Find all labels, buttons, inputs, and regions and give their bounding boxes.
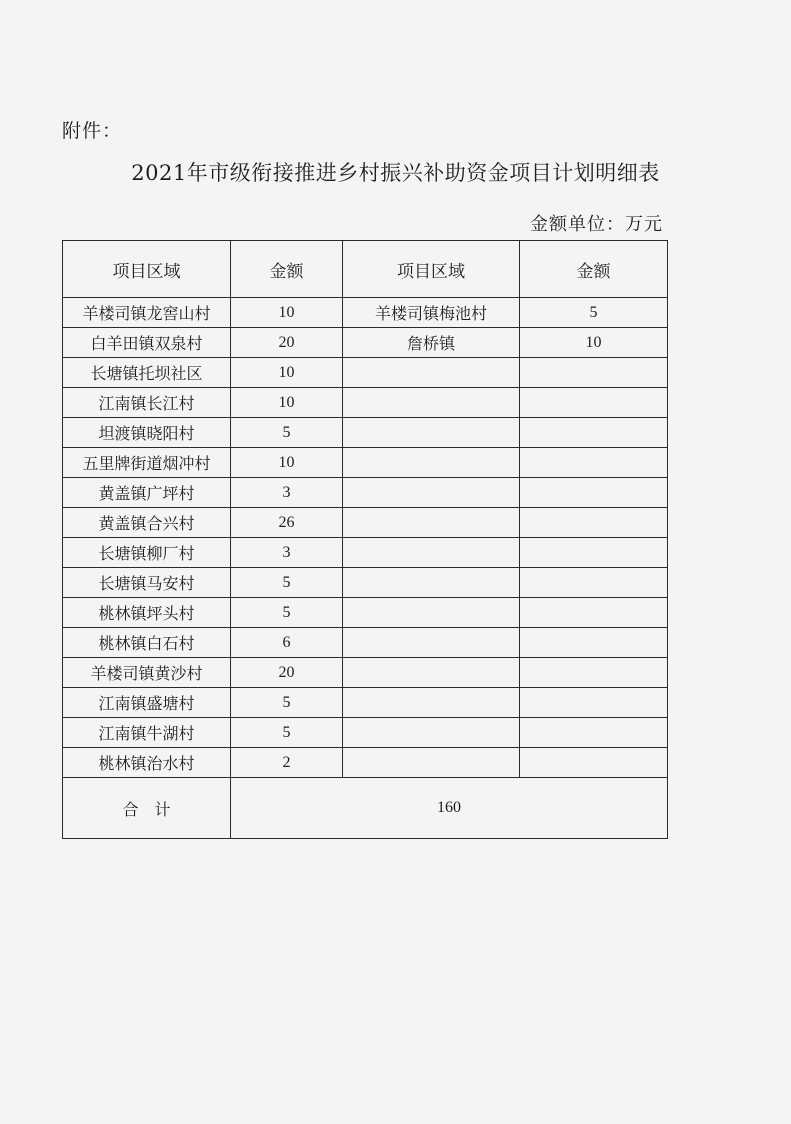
page-title: 2021年市级衔接推进乡村振兴补助资金项目计划明细表 — [131, 161, 660, 185]
area-cell: 长塘镇托坝社区 — [63, 358, 231, 388]
amount-cell: 5 — [520, 298, 668, 328]
amount-cell: 10 — [231, 358, 343, 388]
amount-cell — [520, 508, 668, 538]
attachment-label: 附件： — [62, 120, 123, 142]
area-cell: 桃林镇白石村 — [63, 628, 231, 658]
area-cell: 詹桥镇 — [343, 328, 520, 358]
table-row — [63, 328, 668, 358]
amount-cell — [520, 538, 668, 568]
area-cell: 江南镇长江村 — [63, 388, 231, 418]
area-cell: 桃林镇坪头村 — [63, 598, 231, 628]
area-cell: 白羊田镇双泉村 — [63, 328, 231, 358]
area-cell: 羊楼司镇黄沙村 — [63, 658, 231, 688]
area-cell: 桃林镇治水村 — [63, 748, 231, 778]
table-row — [63, 538, 668, 568]
area-cell: 黄盖镇合兴村 — [63, 508, 231, 538]
area-cell: 羊楼司镇梅池村 — [343, 298, 520, 328]
table-row — [63, 568, 668, 598]
header-area-1: 项目区域 — [63, 241, 231, 298]
total-label: 合 计 — [63, 778, 231, 839]
amount-cell: 10 — [231, 448, 343, 478]
amount-cell: 3 — [231, 478, 343, 508]
unit-label: 金额单位：万元 — [530, 214, 663, 235]
area-cell — [343, 508, 520, 538]
area-cell — [343, 388, 520, 418]
area-cell — [343, 478, 520, 508]
amount-cell — [520, 748, 668, 778]
funding-table — [62, 240, 668, 839]
area-cell — [343, 418, 520, 448]
table-row — [63, 598, 668, 628]
amount-cell — [520, 478, 668, 508]
area-cell — [343, 628, 520, 658]
amount-cell: 2 — [231, 748, 343, 778]
table-row — [63, 478, 668, 508]
area-cell: 坦渡镇晓阳村 — [63, 418, 231, 448]
table-row — [63, 628, 668, 658]
area-cell — [343, 658, 520, 688]
amount-cell: 5 — [231, 718, 343, 748]
amount-cell: 5 — [231, 598, 343, 628]
area-cell — [343, 448, 520, 478]
table-header-row — [63, 241, 668, 298]
amount-cell — [520, 358, 668, 388]
area-cell — [343, 568, 520, 598]
area-cell — [343, 538, 520, 568]
area-cell: 羊楼司镇龙窖山村 — [63, 298, 231, 328]
amount-cell — [520, 568, 668, 598]
amount-cell — [520, 688, 668, 718]
area-cell — [343, 688, 520, 718]
amount-cell: 10 — [231, 388, 343, 418]
area-cell: 长塘镇柳厂村 — [63, 538, 231, 568]
table-row — [63, 418, 668, 448]
amount-cell: 20 — [231, 328, 343, 358]
header-amount-2: 金额 — [520, 241, 668, 298]
area-cell: 江南镇牛湖村 — [63, 718, 231, 748]
area-cell — [343, 718, 520, 748]
total-value: 160 — [231, 778, 668, 839]
total-row — [63, 778, 668, 839]
amount-cell — [520, 448, 668, 478]
area-cell — [343, 358, 520, 388]
amount-cell: 5 — [231, 418, 343, 448]
table-row — [63, 748, 668, 778]
amount-cell — [520, 658, 668, 688]
amount-cell: 10 — [231, 298, 343, 328]
area-cell: 江南镇盛塘村 — [63, 688, 231, 718]
amount-cell — [520, 718, 668, 748]
amount-cell — [520, 418, 668, 448]
area-cell — [343, 598, 520, 628]
amount-cell: 10 — [520, 328, 668, 358]
amount-cell — [520, 628, 668, 658]
amount-cell — [520, 598, 668, 628]
area-cell: 黄盖镇广坪村 — [63, 478, 231, 508]
table-row — [63, 688, 668, 718]
table-row — [63, 388, 668, 418]
amount-cell: 5 — [231, 568, 343, 598]
table-row — [63, 358, 668, 388]
amount-cell: 20 — [231, 658, 343, 688]
table-row — [63, 718, 668, 748]
table-row — [63, 448, 668, 478]
amount-cell: 5 — [231, 688, 343, 718]
area-cell: 五里牌街道烟冲村 — [63, 448, 231, 478]
header-amount-1: 金额 — [231, 241, 343, 298]
amount-cell: 3 — [231, 538, 343, 568]
area-cell — [343, 748, 520, 778]
amount-cell: 6 — [231, 628, 343, 658]
amount-cell — [520, 388, 668, 418]
table-row — [63, 298, 668, 328]
header-area-2: 项目区域 — [343, 241, 520, 298]
table-row — [63, 508, 668, 538]
table-row — [63, 658, 668, 688]
area-cell: 长塘镇马安村 — [63, 568, 231, 598]
amount-cell: 26 — [231, 508, 343, 538]
